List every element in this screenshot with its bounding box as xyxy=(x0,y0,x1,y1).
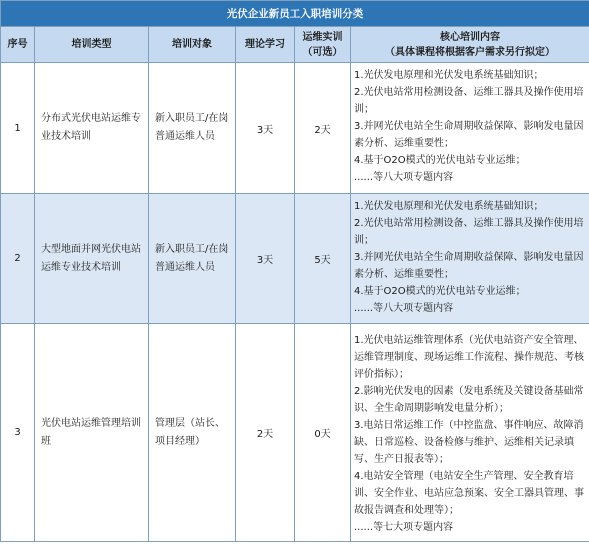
row-theory: 3天 xyxy=(236,194,295,324)
header-content-line1: 核心培训内容 xyxy=(440,31,501,43)
row-type: 光伏电站运维管理培训班 xyxy=(35,324,149,542)
row-no: 1 xyxy=(1,63,35,194)
row-no: 2 xyxy=(1,194,35,324)
row-target: 管理层（站长、项目经理） xyxy=(149,324,236,542)
content-line: 2.光伏电站常用检测设备、运维工器具及操作使用培训； xyxy=(354,87,584,115)
content-line: 2.光伏电站常用检测设备、运维工器具及操作使用培训； xyxy=(354,218,584,246)
content-line: 3.并网光伏电站全生命周期收益保障、影响发电量因素分析、运维重要性； xyxy=(354,121,584,149)
content-line: 3.并网光伏电站全生命周期收益保障、影响发电量因素分析、运维重要性； xyxy=(354,252,584,280)
row-practice: 0天 xyxy=(295,324,351,542)
row-no: 3 xyxy=(1,324,35,542)
header-practice-line2: （可选） xyxy=(302,46,343,58)
row-practice: 2天 xyxy=(295,63,351,194)
content-line: 1.光伏发电原理和光伏发电系统基础知识； xyxy=(354,201,544,212)
table-row xyxy=(1,63,589,194)
content-line: 2.影响光伏发电的因素（发电系统及关键设备基础常识、全生命周期影响发电量分析）； xyxy=(354,386,584,414)
row-type: 分布式光伏电站运维专业技术培训 xyxy=(35,63,149,194)
table-title: 光伏企业新员工入职培训分类 xyxy=(1,1,589,27)
content-line: 4.基于O2O模式的光伏电站专业运维； xyxy=(354,286,526,297)
row-content xyxy=(351,63,589,194)
header-practice-line1: 运维实训 xyxy=(302,31,343,43)
header-type: 培训类型 xyxy=(35,27,149,63)
row-theory: 2天 xyxy=(236,324,295,542)
content-line: 3.电站日常运维工作（中控监盘、事件响应、故障消缺、日常巡检、设备检修与维护、运维相关记录填写、生产日报表等）； xyxy=(354,420,584,465)
row-target: 新入职员工/在岗普通运维人员 xyxy=(149,194,236,324)
header-practice xyxy=(295,27,351,63)
row-content xyxy=(351,194,589,324)
header-theory: 理论学习 xyxy=(236,27,295,63)
header-no: 序号 xyxy=(1,27,35,63)
row-practice: 5天 xyxy=(295,194,351,324)
row-target: 新入职员工/在岗普通运维人员 xyxy=(149,63,236,194)
row-content xyxy=(351,324,589,542)
content-line: ......等七大项专题内容 xyxy=(354,522,454,533)
header-row xyxy=(1,27,589,63)
header-target: 培训对象 xyxy=(149,27,236,63)
row-theory: 3天 xyxy=(236,63,295,194)
content-line: 1.光伏发电原理和光伏发电系统基础知识； xyxy=(354,70,544,81)
content-line: 4.基于O2O模式的光伏电站专业运维； xyxy=(354,155,526,166)
content-line: ......等八大项专题内容 xyxy=(354,172,454,183)
header-content-line2: （具体课程将根据客户需求另行拟定） xyxy=(385,46,556,58)
content-line: ......等八大项专题内容 xyxy=(354,303,454,314)
table-row xyxy=(1,194,589,324)
table-row xyxy=(1,324,589,542)
content-line: 4.电站安全管理（电站安全生产管理、安全教育培训、安全作业、电站应急预案、安全工器具管理、事故报告调查和处理等）； xyxy=(354,471,584,516)
row-type: 大型地面并网光伏电站运维专业技术培训 xyxy=(35,194,149,324)
content-line: 1.光伏电站运维管理体系（光伏电站资产安全管理、运维管理制度、现场运维工作流程、操作规范、考核评价指标）； xyxy=(354,335,584,380)
header-content xyxy=(351,27,589,63)
